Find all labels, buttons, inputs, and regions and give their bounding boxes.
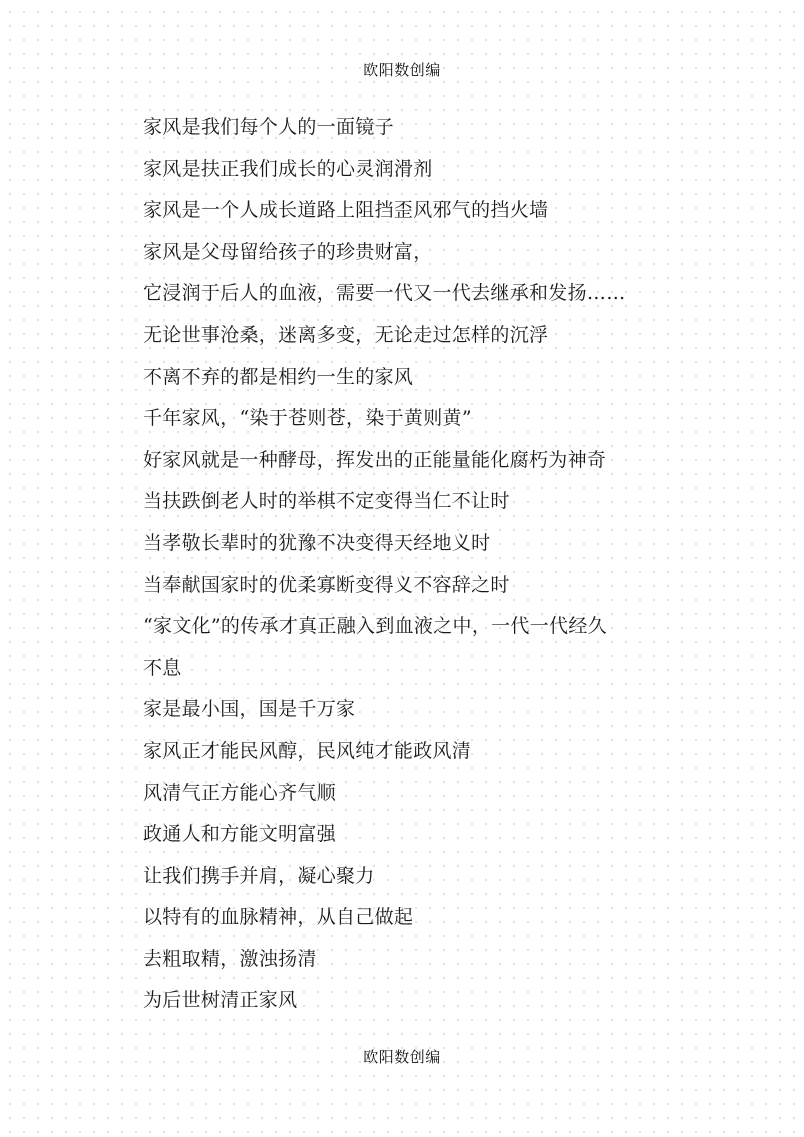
poem-line: 当孝敬长辈时的犹豫不决变得天经地义时 [143, 531, 491, 554]
poem-line: 不离不弃的都是相约一生的家风 [143, 365, 414, 388]
page-header: 欧阳数创编 [363, 61, 441, 79]
poem-line: 家风是一个人成长道路上阻挡歪风邪气的挡火墙 [143, 199, 549, 222]
poem-line: 让我们携手并肩，凝心聚力 [143, 864, 375, 887]
poem-line: 千年家风，“染于苍则苍，染于黄则黄” [143, 407, 472, 430]
poem-line: 家风是父母留给孩子的珍贵财富， [143, 240, 433, 263]
poem-line: 好家风就是一种酵母，挥发出的正能量能化腐朽为神奇 [143, 448, 607, 471]
poem-line: 为后世树清正家风 [143, 989, 298, 1012]
poem-line: 无论世事沧桑，迷离多变，无论走过怎样的沉浮 [143, 323, 549, 346]
page-footer: 欧阳数创编 [363, 1048, 441, 1066]
poem-body [143, 110, 703, 1025]
poem-line: 它浸润于后人的血液，需要一代又一代去继承和发扬…… [143, 282, 626, 305]
poem-line: “家文化”的传承才真正融入到血液之中，一代一代经久 [143, 615, 607, 638]
poem-line: 家风正才能民风醇，民风纯才能政风清 [143, 739, 472, 762]
poem-line: 不息 [143, 656, 182, 679]
poem-line: 当奉献国家时的优柔寡断变得义不容辞之时 [143, 573, 510, 596]
poem-line: 去粗取精，激浊扬清 [143, 947, 317, 970]
poem-line: 以特有的血脉精神，从自己做起 [143, 906, 414, 929]
poem-line: 风清气正方能心齐气顺 [143, 781, 337, 804]
poem-line: 当扶跌倒老人时的举棋不定变得当仁不让时 [143, 490, 510, 513]
poem-line: 政通人和方能文明富强 [143, 823, 337, 846]
poem-line: 家是最小国，国是千万家 [143, 698, 356, 721]
poem-line: 家风是我们每个人的一面镜子 [143, 116, 394, 138]
poem-line: 家风是扶正我们成长的心灵润滑剂 [143, 157, 433, 180]
